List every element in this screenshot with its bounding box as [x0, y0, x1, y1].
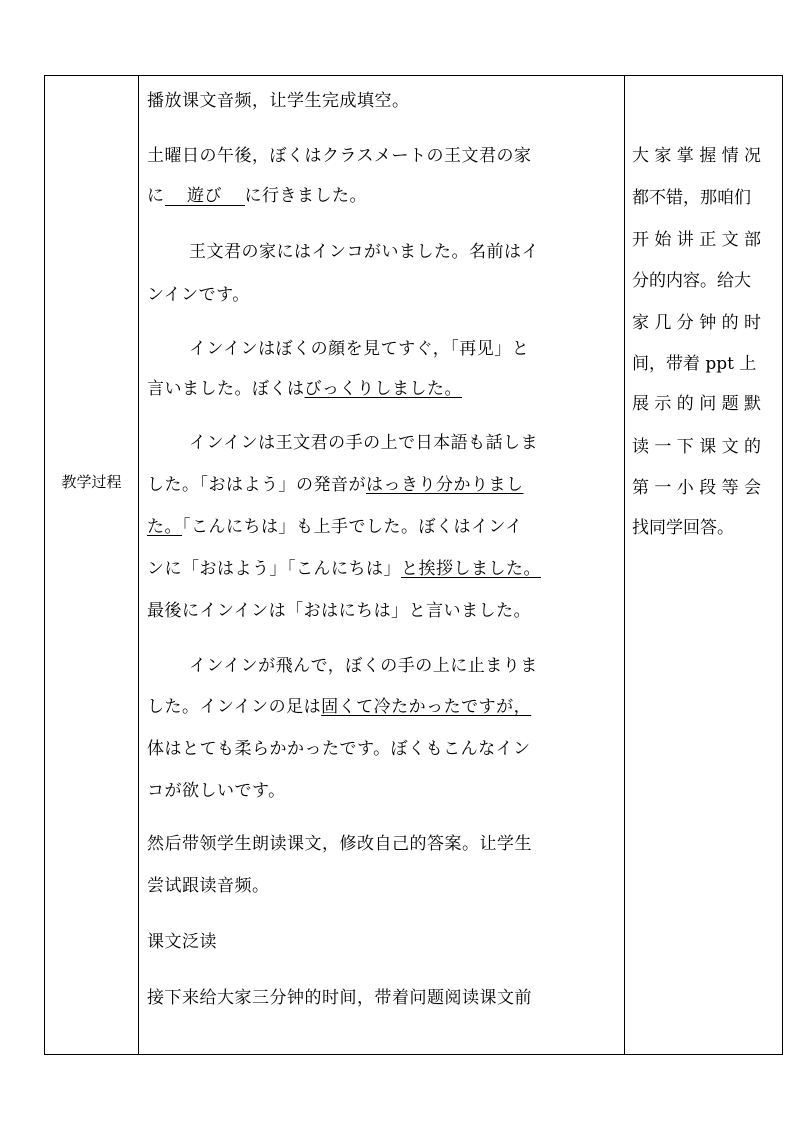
text-line: コが欲しいです。	[147, 781, 286, 801]
text-line: インインはぼくの顔を見てすぐ，「再见」と	[189, 339, 530, 359]
row-label: 教学过程	[61, 473, 122, 491]
underlined-answer: た。	[147, 517, 182, 537]
note-line: 第 一 小 段 等 会	[632, 478, 762, 498]
text-line: 接下来给大家三分钟的时间，带着问题阅读课文前	[147, 988, 532, 1008]
underlined-answer: びっくりしました。	[304, 379, 462, 399]
intro-text: 播放课文音频，让学生完成填空。	[147, 91, 410, 111]
note-line: 间，带着 ppt 上	[632, 354, 757, 374]
note-line: 读 一 下 课 文 的	[632, 437, 762, 457]
text-line: インインが飛んで，ぼくの手の上に止まりま	[189, 656, 538, 676]
column-divider	[138, 76, 139, 1054]
text-line: ンインです。	[147, 285, 250, 305]
text-line: 言いました。ぼくはびっくりしました。	[147, 379, 462, 399]
text-line: 尝试跟读音频。	[147, 876, 270, 896]
text-line: 然后带领学生朗读课文，修改自己的答案。让学生	[147, 834, 532, 854]
text-line: た。「こんにちは」も上手でした。ぼくはインイ	[147, 517, 523, 537]
note-line: 大 家 掌 握 情 况	[632, 146, 762, 166]
text-line: インインは王文君の手の上で日本語も話しま	[189, 433, 539, 453]
note-line: 都不错，那咱们	[632, 188, 751, 208]
text-line: した。インインの足は固くて冷たかったですが，	[147, 697, 532, 717]
note-line: 找同学回答。	[632, 518, 734, 538]
note-line: 家 几 分 钟 的 时	[632, 313, 762, 333]
text-line: に 遊び に行きました。	[147, 186, 367, 206]
text-line: ンに「おはよう」「こんにちは」と挨拶しました。	[147, 559, 541, 579]
note-line: 开 始 讲 正 文 部	[632, 230, 762, 250]
text-line: 体はとても柔らかかったです。ぼくもこんなイン	[147, 739, 531, 759]
underlined-answer: と挨拶しました。	[401, 559, 541, 579]
section-heading: 课文泛读	[147, 932, 217, 952]
lesson-table	[44, 75, 783, 1055]
note-line: 分的内容。给大	[632, 271, 751, 291]
underlined-answer: はっきり分かりまし	[366, 475, 524, 495]
text-line: 王文君の家にはインコがいました。名前はイ	[189, 242, 539, 262]
note-line: 展 示 的 问 题 默	[632, 394, 762, 414]
text-line: 最後にインインは「おはにちは」と言いました。	[147, 601, 532, 621]
fill-blank: 遊び	[165, 187, 245, 206]
column-divider	[624, 76, 625, 1054]
text-line: した。「おはよう」の発音がはっきり分かりまし	[147, 475, 524, 495]
text-line: 土曜日の午後，ぼくはクラスメートの王文君の家	[147, 146, 532, 166]
underlined-answer: 固くて冷たかったですが，	[321, 697, 532, 717]
